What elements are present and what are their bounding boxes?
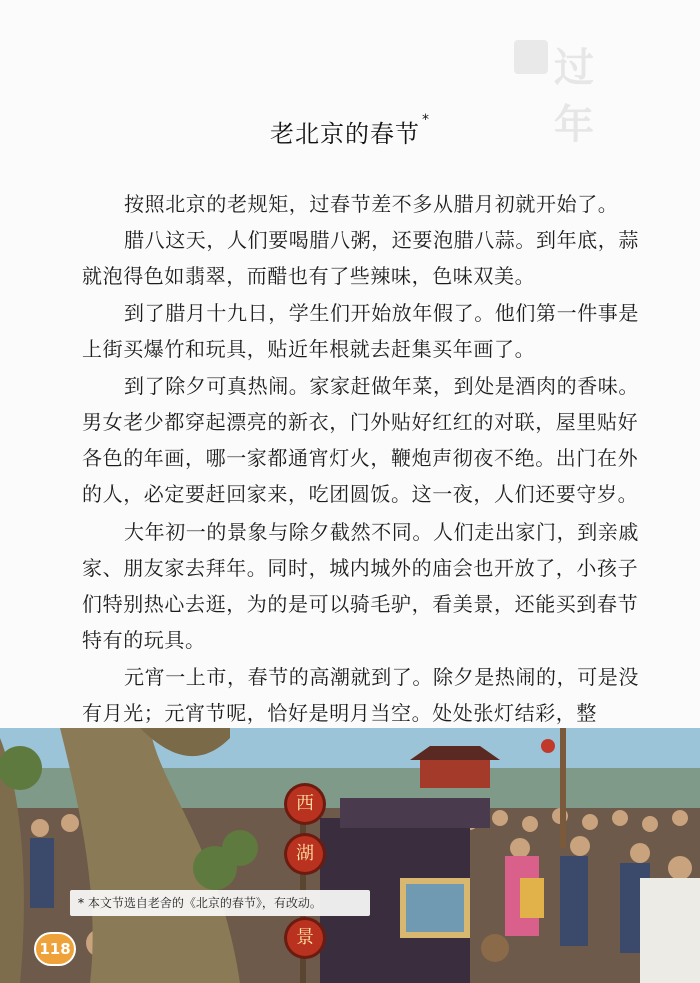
paragraph-6: 元宵一上市，春节的高潮就到了。除夕是热闹的，可是没有月光；元宵节呢，恰好是明月当空。处处张灯结彩，整 — [82, 665, 639, 725]
title-text: 老北京的春节 — [270, 120, 420, 148]
paragraph-3: 到了腊月十九日，学生们开始放年假了。他们第一件事是上街买爆竹和玩具，贴近年根就去赶集买年画了。 — [82, 301, 639, 361]
paragraph-5: 大年初一的景象与除夕截然不同。人们走出家门，到亲戚家、朋友家去拜年。同时，城内城外的庙会也开放了，小孩子们特别热心去逛，为的是可以骑毛驴，看美景，还能买到春节特有的玩具。 — [82, 520, 639, 652]
header-block-icon — [514, 40, 548, 74]
page-title — [0, 114, 700, 149]
title-footnote-mark: * — [422, 112, 430, 128]
paragraph-4: 到了除夕可真热闹。家家赶做年菜，到处是酒肉的香味。男女老少都穿起漂亮的新衣，门外贴好红红的对联，屋里贴好各色的年画，哪一家都通宵灯火，鞭炮声彻夜不绝。出门在外的人，必定要赶回家来，吃团圆饭。这一夜，人们还要守岁。 — [82, 374, 639, 506]
footnote: * 本文节选自老舍的《北京的春节》，有改动。 — [70, 890, 370, 916]
header-watermark — [450, 32, 640, 148]
illustration-scene — [0, 728, 700, 983]
paragraph-2: 腊八这天，人们要喝腊八粥，还要泡腊八蒜。到年底，蒜就泡得色如翡翠，而醋也有了些辣味，色味双美。 — [82, 228, 639, 288]
sign-char-2: 湖 — [287, 836, 323, 872]
page-number-badge: 118 — [36, 934, 74, 964]
paragraph-1: 按照北京的老规矩，过春节差不多从腊月初就开始了。 — [124, 192, 619, 216]
sign-char-1: 西 — [287, 786, 323, 822]
header-watermark-text: 过年 — [554, 44, 600, 148]
sign-char-3: 景 — [287, 920, 323, 956]
temple-fair-illustration — [0, 728, 700, 983]
